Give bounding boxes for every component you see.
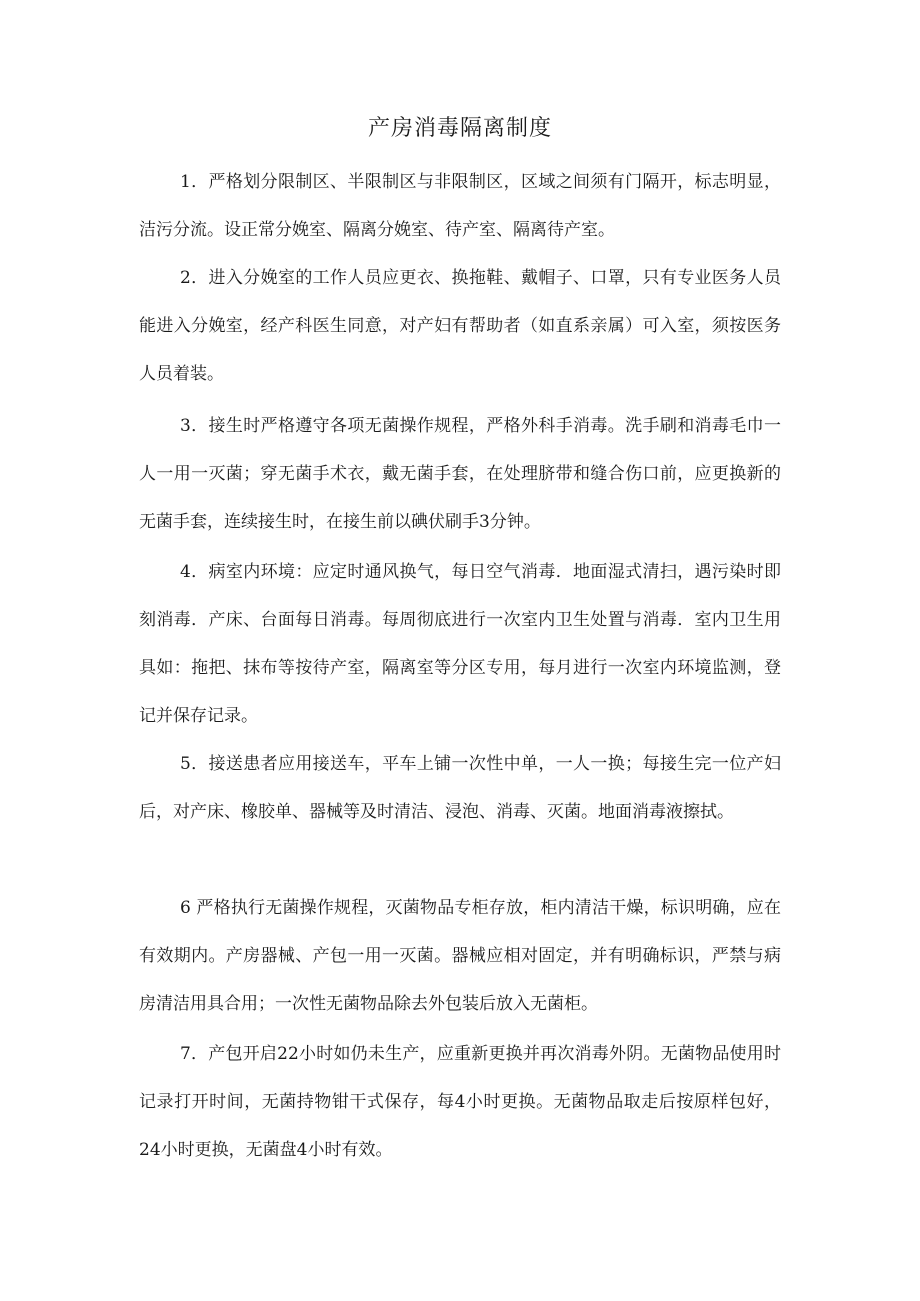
paragraph-7: 7．产包开启22小时如仍未生产，应重新更换并再次消毒外阴。无菌物品使用时记录打开时间，无菌持物钳干式保存，每4小时更换。无菌物品取走后按原样包好，24小时更换，无菌盘4小时有效。 (139, 1044, 781, 1160)
paragraph-3: 3．接生时严格遵守各项无菌操作规程，严格外科手消毒。洗手刷和消毒毛巾一人一用一灭菌；穿无菌手术衣，戴无菌手套，在处理脐带和缝合伤口前，应更换新的无菌手套，连续接生时，在接生前以碘伏刷手3分钟。 (139, 416, 781, 532)
document-title: 产房消毒隔离制度 (367, 116, 552, 141)
paragraph-4: 4．病室内环境：应定时通风换气，每日空气消毒．地面湿式清扫，遇污染时即刻消毒．产床、台面每日消毒。每周彻底进行一次室内卫生处置与消毒．室内卫生用具如：拖把、抹布等按待产室，隔离室等分区专用，每月进行一次室内环境监测，登记并保存记录。 (139, 562, 781, 726)
paragraph-6: 6 严格执行无菌操作规程，灭菌物品专柜存放，柜内清洁干燥，标识明确，应在有效期内。产房器械、产包一用一灭菌。器械应相对固定，并有明确标识，严禁与病房清洁用具合用；一次性无菌物品除去外包装后放入无菌柜。 (139, 898, 781, 1014)
paragraph-1: 1．严格划分限制区、半限制区与非限制区，区域之间须有门隔开，标志明显，洁污分流。设正常分娩室、隔离分娩室、待产室、隔离待产室。 (139, 172, 781, 240)
paragraph-2: 2．进入分娩室的工作人员应更衣、换拖鞋、戴帽子、口罩，只有专业医务人员能进入分娩室，经产科医生同意，对产妇有帮助者（如直系亲属）可入室，须按医务人员着装。 (139, 268, 781, 384)
paragraph-5: 5．接送患者应用接送车，平车上铺一次性中单，一人一换；每接生完一位产妇后，对产床、橡胶单、器械等及时清洁、浸泡、消毒、灭菌。地面消毒液擦拭。 (139, 754, 781, 822)
